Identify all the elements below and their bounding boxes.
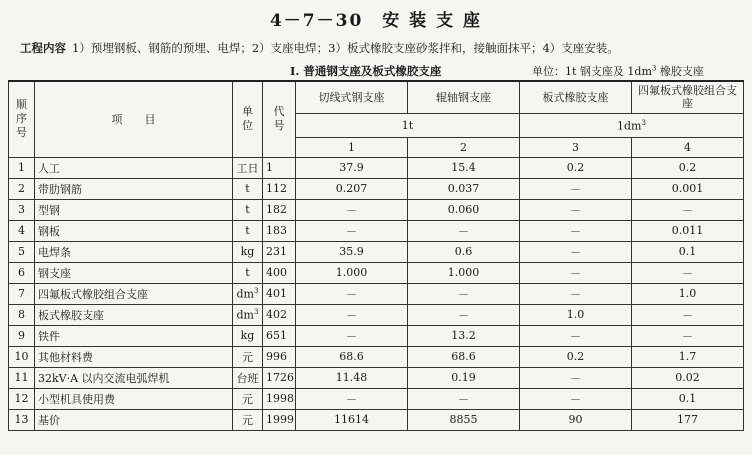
row-value-col-4: － xyxy=(632,304,744,325)
row-unit: $dm^3$ xyxy=(233,283,263,304)
row-seq: 12 xyxy=(9,388,35,409)
unit-group-1: 1t xyxy=(296,113,520,137)
row-value-col-1: 68.6 xyxy=(296,346,408,367)
row-item: 32kV·A 以内交流电弧焊机 xyxy=(35,367,233,388)
table-row xyxy=(9,367,744,388)
unit-sup: 3 xyxy=(651,64,657,73)
row-value-col-2: － xyxy=(408,388,520,409)
row-seq: 6 xyxy=(9,262,35,283)
row-unit: 元 xyxy=(233,388,263,409)
header-col-3: 板式橡胶支座 xyxy=(520,81,632,113)
row-value-col-3: － xyxy=(520,178,632,199)
row-value-col-3: － xyxy=(520,220,632,241)
row-value-col-1: 0.207 xyxy=(296,178,408,199)
row-value-col-1: 11.48 xyxy=(296,367,408,388)
row-item: 板式橡胶支座 xyxy=(35,304,233,325)
row-value-col-3: － xyxy=(520,388,632,409)
row-value-col-2: 0.19 xyxy=(408,367,520,388)
row-value-col-2: 0.037 xyxy=(408,178,520,199)
header-unit: 单 位 xyxy=(233,81,263,157)
row-unit: 元 xyxy=(233,346,263,367)
row-unit: t xyxy=(233,199,263,220)
row-code: 402 xyxy=(263,304,296,325)
header-item: 项 目 xyxy=(35,81,233,157)
table-row xyxy=(9,346,744,367)
row-value-col-4: 0.1 xyxy=(632,388,744,409)
row-value-col-1: － xyxy=(296,283,408,304)
row-code: 112 xyxy=(263,178,296,199)
row-unit: 工日 xyxy=(233,157,263,178)
row-value-col-4: 0.011 xyxy=(632,220,744,241)
row-value-col-3: － xyxy=(520,325,632,346)
table-row xyxy=(9,304,744,325)
row-value-col-3: － xyxy=(520,367,632,388)
row-seq: 5 xyxy=(9,241,35,262)
row-unit: t xyxy=(233,178,263,199)
row-seq: 1 xyxy=(9,157,35,178)
row-item: 钢板 xyxy=(35,220,233,241)
col-number-4: 4 xyxy=(632,137,744,157)
row-unit: t xyxy=(233,220,263,241)
row-value-col-2: 0.6 xyxy=(408,241,520,262)
col-number-3: 3 xyxy=(520,137,632,157)
row-seq: 10 xyxy=(9,346,35,367)
row-value-col-3: － xyxy=(520,262,632,283)
table-row xyxy=(9,325,744,346)
row-code: 1 xyxy=(263,157,296,178)
unit-prefix: 单位：1t 钢支座及 1dm xyxy=(532,65,652,78)
header-col-2: 辊轴钢支座 xyxy=(408,81,520,113)
row-seq: 7 xyxy=(9,283,35,304)
row-value-col-4: 0.02 xyxy=(632,367,744,388)
row-item: 电焊条 xyxy=(35,241,233,262)
row-value-col-1: － xyxy=(296,199,408,220)
row-value-col-3: 1.0 xyxy=(520,304,632,325)
row-unit: kg xyxy=(233,325,263,346)
row-value-col-2: 15.4 xyxy=(408,157,520,178)
row-value-col-2: － xyxy=(408,283,520,304)
row-value-col-1: 37.9 xyxy=(296,157,408,178)
row-value-col-4: 1.7 xyxy=(632,346,744,367)
row-item: 小型机具使用费 xyxy=(35,388,233,409)
table-row xyxy=(9,178,744,199)
col-number-2: 2 xyxy=(408,137,520,157)
row-value-col-4: 1.0 xyxy=(632,283,744,304)
row-item: 其他材料费 xyxy=(35,346,233,367)
row-value-col-4: 0.1 xyxy=(632,241,744,262)
row-value-col-3: 0.2 xyxy=(520,346,632,367)
row-code: 651 xyxy=(263,325,296,346)
row-value-col-3: 90 xyxy=(520,409,632,430)
row-item: 钢支座 xyxy=(35,262,233,283)
table-row xyxy=(9,262,744,283)
row-code: 401 xyxy=(263,283,296,304)
page-title: 4－7－30 安 装 支 座 xyxy=(269,11,483,31)
table-subtitle: I. 普通钢支座及板式橡胶支座 xyxy=(290,64,442,78)
row-code: 183 xyxy=(263,220,296,241)
row-code: 996 xyxy=(263,346,296,367)
row-value-col-2: 8855 xyxy=(408,409,520,430)
row-value-col-1: － xyxy=(296,304,408,325)
row-code: 182 xyxy=(263,199,296,220)
table-row xyxy=(9,409,744,430)
table-row xyxy=(9,199,744,220)
row-seq: 8 xyxy=(9,304,35,325)
row-item: 带肋钢筋 xyxy=(35,178,233,199)
row-unit: $dm^3$ xyxy=(233,304,263,325)
row-value-col-4: 177 xyxy=(632,409,744,430)
row-value-col-1: 11614 xyxy=(296,409,408,430)
row-value-col-4: － xyxy=(632,325,744,346)
table-row xyxy=(9,157,744,178)
row-value-col-2: 0.060 xyxy=(408,199,520,220)
row-value-col-2: 68.6 xyxy=(408,346,520,367)
work-content-text: 1）预埋钢板、钢筋的预埋、电焊；2）支座电焊；3）板式橡胶支座砂浆拌和，接触面抹平；4）支座安装。 xyxy=(72,41,619,55)
row-code: 1999 xyxy=(263,409,296,430)
table-body xyxy=(9,157,744,430)
row-code: 231 xyxy=(263,241,296,262)
row-value-col-1: － xyxy=(296,220,408,241)
table-unit xyxy=(532,63,704,79)
row-value-col-1: 35.9 xyxy=(296,241,408,262)
table-row xyxy=(9,283,744,304)
row-item: 四氟板式橡胶组合支座 xyxy=(35,283,233,304)
row-value-col-3: － xyxy=(520,199,632,220)
row-unit: kg xyxy=(233,241,263,262)
row-item: 基价 xyxy=(35,409,233,430)
table-row xyxy=(9,241,744,262)
header-col-1: 切线式钢支座 xyxy=(296,81,408,113)
row-value-col-1: － xyxy=(296,388,408,409)
row-code: 1998 xyxy=(263,388,296,409)
row-value-col-4: 0.001 xyxy=(632,178,744,199)
row-seq: 2 xyxy=(9,178,35,199)
row-value-col-2: 13.2 xyxy=(408,325,520,346)
row-unit: t xyxy=(233,262,263,283)
row-value-col-1: 1.000 xyxy=(296,262,408,283)
row-code: 1726 xyxy=(263,367,296,388)
header-seq: 顺 序 号 xyxy=(9,81,35,157)
row-value-col-2: 1.000 xyxy=(408,262,520,283)
row-value-col-4: － xyxy=(632,262,744,283)
row-seq: 9 xyxy=(9,325,35,346)
row-value-col-4: － xyxy=(632,199,744,220)
unit-suffix: 橡胶支座 xyxy=(656,65,704,78)
row-value-col-2: － xyxy=(408,304,520,325)
unit-group-2: $1dm^3$ xyxy=(520,113,744,137)
row-item: 铁件 xyxy=(35,325,233,346)
row-seq: 11 xyxy=(9,367,35,388)
header-col-4: 四氟板式橡胶组合支座 xyxy=(632,81,744,113)
row-seq: 4 xyxy=(9,220,35,241)
row-value-col-3: － xyxy=(520,241,632,262)
row-value-col-3: 0.2 xyxy=(520,157,632,178)
table-row xyxy=(9,220,744,241)
work-content-label: 工程内容 xyxy=(20,41,66,55)
work-content xyxy=(20,40,740,56)
table-row xyxy=(9,388,744,409)
row-seq: 13 xyxy=(9,409,35,430)
row-value-col-1: － xyxy=(296,325,408,346)
row-value-col-3: － xyxy=(520,283,632,304)
row-item: 型钢 xyxy=(35,199,233,220)
row-seq: 3 xyxy=(9,199,35,220)
col-number-1: 1 xyxy=(296,137,408,157)
row-value-col-2: － xyxy=(408,220,520,241)
header-code: 代 号 xyxy=(263,81,296,157)
row-unit: 台班 xyxy=(233,367,263,388)
row-code: 400 xyxy=(263,262,296,283)
row-unit: 元 xyxy=(233,409,263,430)
row-value-col-4: 0.2 xyxy=(632,157,744,178)
row-item: 人工 xyxy=(35,157,233,178)
quota-table xyxy=(8,80,744,431)
